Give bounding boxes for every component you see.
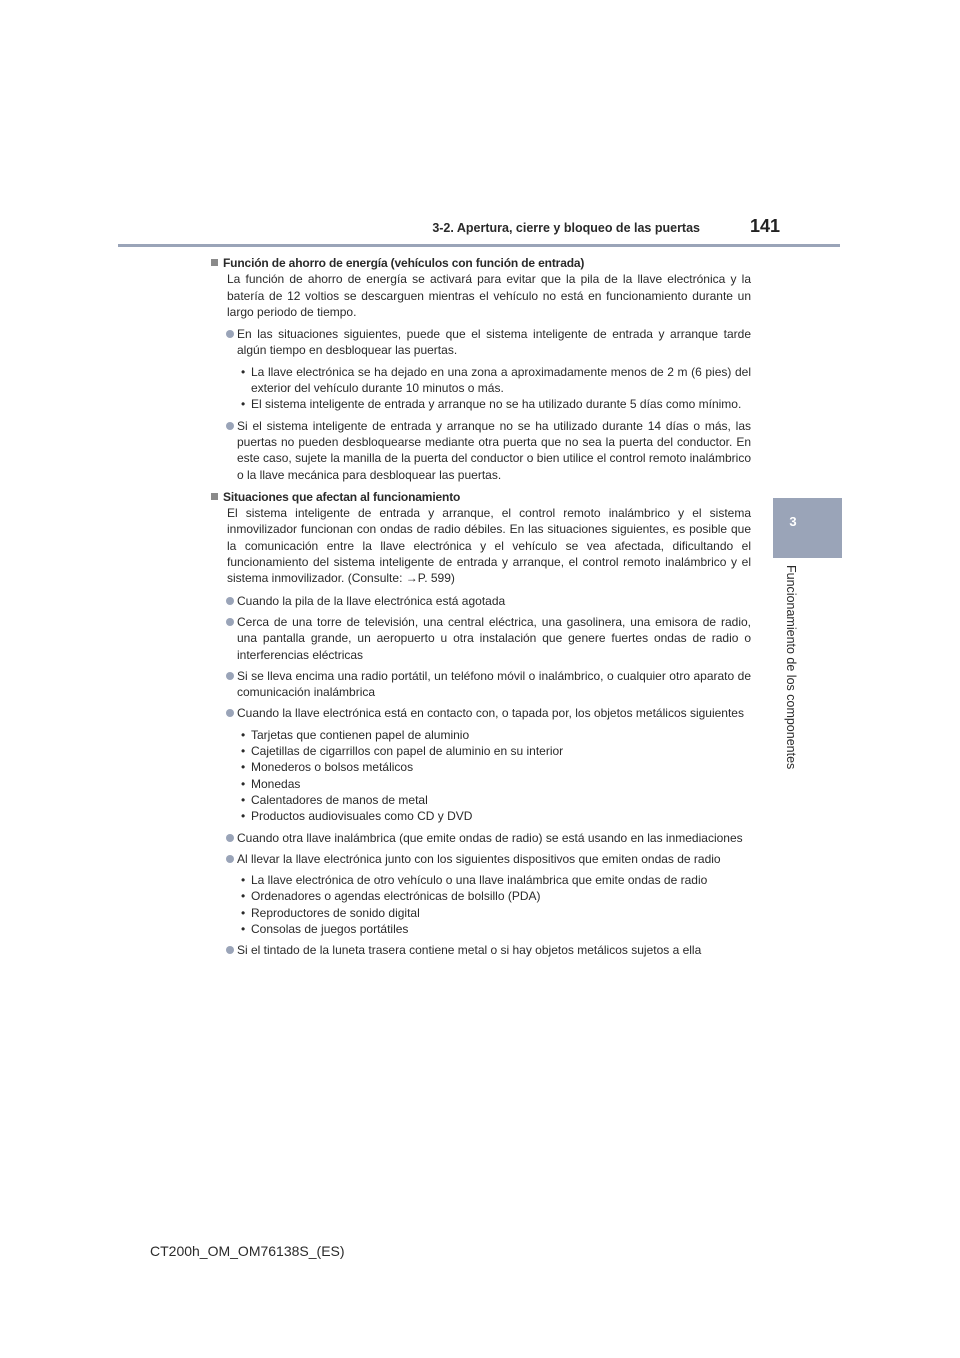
sub-item-text: Ordenadores o agendas electrónicas de bolsillo (PDA) xyxy=(251,889,541,904)
chapter-number: 3 xyxy=(789,514,797,529)
circle-bullet-icon xyxy=(226,834,234,842)
circle-bullet-icon xyxy=(226,618,234,626)
bullet-text: Si el tintado de la luneta trasera contiene metal o si hay objetos metálicos sujetos a ella xyxy=(237,943,702,958)
bullet-item xyxy=(211,668,751,701)
sub-list-item xyxy=(211,808,751,824)
bullet-item xyxy=(211,705,751,721)
sub-list-item xyxy=(211,776,751,792)
bullet-text: Si el sistema inteligente de entrada y arranque no se ha utilizado durante 14 días o más, las puertas no pueden desbloquearse mediante otra puerta que no sea la puerta del conductor. En este caso, sujete la manilla de la puerta del conductor o bien utilice el control remoto inalámbrico o la llave mecánica para desbloquear las puertas. xyxy=(237,418,751,482)
sub-item-text: Monederos o bolsos metálicos xyxy=(251,760,414,775)
sub-list-item xyxy=(211,727,751,743)
sub-item-text: Calentadores de manos de metal xyxy=(251,792,428,807)
square-bullet-icon xyxy=(211,259,218,266)
chapter-label-wrap xyxy=(779,565,803,775)
bullet-text: En las situaciones siguientes, puede que el sistema inteligente de entrada y arranque tarde algún tiempo en desbloquear las puertas. xyxy=(237,327,751,358)
bullet-item xyxy=(211,942,751,958)
bullet-text: Cuando la llave electrónica está en contacto con, o tapada por, los objetos metálicos siguientes xyxy=(237,706,744,721)
bullet-text: Cerca de una torre de televisión, una central eléctrica, una gasolinera, una emisora de radio, una pantalla grande, un aeropuerto u otra instalación que genere fuertes ondas de radio o interferencias eléctricas xyxy=(237,614,751,662)
sub-item-text: Monedas xyxy=(251,776,301,791)
circle-bullet-icon xyxy=(226,709,234,717)
section-heading xyxy=(211,255,751,271)
bullet-item xyxy=(211,851,751,867)
sub-item-text: Cajetillas de cigarrillos con papel de aluminio en su interior xyxy=(251,744,564,759)
circle-bullet-icon xyxy=(226,330,234,338)
dot-bullet-icon: • xyxy=(241,397,246,412)
dot-bullet-icon: • xyxy=(241,364,246,379)
circle-bullet-icon xyxy=(226,672,234,680)
chapter-label: Funcionamiento de los componentes xyxy=(784,565,798,770)
sub-item-text: Tarjetas que contienen papel de aluminio xyxy=(251,727,470,742)
sub-item-text: Consolas de juegos portátiles xyxy=(251,921,409,936)
dot-bullet-icon: • xyxy=(241,792,246,807)
section-heading-text: Situaciones que afectan al funcionamiento xyxy=(223,489,461,504)
sub-list-item xyxy=(211,888,751,904)
bullet-item xyxy=(211,830,751,846)
header-divider xyxy=(118,244,840,247)
sub-list-item xyxy=(211,792,751,808)
square-bullet-icon xyxy=(211,493,218,500)
sub-list-item xyxy=(211,759,751,775)
sub-list-item xyxy=(211,905,751,921)
content-section xyxy=(211,489,751,959)
dot-bullet-icon: • xyxy=(241,809,246,824)
bullet-item xyxy=(211,418,751,483)
dot-bullet-icon: • xyxy=(241,760,246,775)
page-content xyxy=(211,255,751,965)
bullet-text: Cuando otra llave inalámbrica (que emite ondas de radio) se está usando en las inmediaciones xyxy=(237,830,743,845)
section-heading xyxy=(211,489,751,505)
sub-item-text: Productos audiovisuales como CD y DVD xyxy=(251,809,473,824)
sub-list xyxy=(211,872,751,937)
bullet-item xyxy=(211,326,751,359)
sub-item-text: La llave electrónica se ha dejado en una zona a aproximadamente menos de 2 m (6 pies) del exterior del vehículo durante 10 minutos o más. xyxy=(251,364,751,396)
bullet-text: Al llevar la llave electrónica junto con los siguientes dispositivos que emiten ondas de radio xyxy=(237,851,721,866)
sub-list xyxy=(211,364,751,413)
chapter-tab xyxy=(773,498,842,558)
dot-bullet-icon: • xyxy=(241,727,246,742)
dot-bullet-icon: • xyxy=(241,921,246,936)
dot-bullet-icon: • xyxy=(241,744,246,759)
document-code: CT200h_OM_OM76138S_(ES) xyxy=(150,1243,345,1259)
bullet-text: Cuando la pila de la llave electrónica está agotada xyxy=(237,593,506,608)
dot-bullet-icon: • xyxy=(241,889,246,904)
sub-item-text: El sistema inteligente de entrada y arranque no se ha utilizado durante 5 días como mínimo. xyxy=(251,397,742,412)
sub-item-text: La llave electrónica de otro vehículo o una llave inalámbrica que emite ondas de radio xyxy=(251,873,708,888)
bullet-item xyxy=(211,614,751,663)
dot-bullet-icon: • xyxy=(241,776,246,791)
content-section xyxy=(211,255,751,483)
dot-bullet-icon: • xyxy=(241,905,246,920)
sub-list-item xyxy=(211,743,751,759)
bullet-text: Si se lleva encima una radio portátil, un teléfono móvil o inalámbrico, o cualquier otro aparato de comunicación inalámbrica xyxy=(237,668,751,700)
page-number: 141 xyxy=(749,216,780,236)
bullet-item xyxy=(211,593,751,609)
circle-bullet-icon xyxy=(226,422,234,430)
sub-list-item xyxy=(211,872,751,888)
sub-item-text: Reproductores de sonido digital xyxy=(251,905,420,920)
circle-bullet-icon xyxy=(226,946,234,954)
sub-list-item xyxy=(211,921,751,937)
section-title: 3-2. Apertura, cierre y bloqueo de las puertas xyxy=(432,221,700,235)
section-paragraph: El sistema inteligente de entrada y arranque, el control remoto inalámbrico y el sistema inmovilizador funcionan con ondas de radio débiles. En las situaciones siguientes, es posible que la comunicación entre la llave electrónica y el vehículo se vea afectada, dificultando el funcionamiento del sistema inteligente de entrada y arranque, el control remoto inalámbrico y el sistema inmovilizador. (Consulte: →P. 599) xyxy=(227,506,751,586)
sub-list-item xyxy=(211,364,751,397)
circle-bullet-icon xyxy=(226,597,234,605)
dot-bullet-icon: • xyxy=(241,873,246,888)
sub-list xyxy=(211,727,751,825)
sub-list-item xyxy=(211,396,751,412)
section-heading-text: Función de ahorro de energía (vehículos con función de entrada) xyxy=(223,256,585,270)
section-paragraph: La función de ahorro de energía se activará para evitar que la pila de la llave electrónica y la batería de 12 voltios se descarguen mientras el vehículo no está en funcionamiento durante un largo periodo de tiempo. xyxy=(227,272,751,319)
circle-bullet-icon xyxy=(226,855,234,863)
